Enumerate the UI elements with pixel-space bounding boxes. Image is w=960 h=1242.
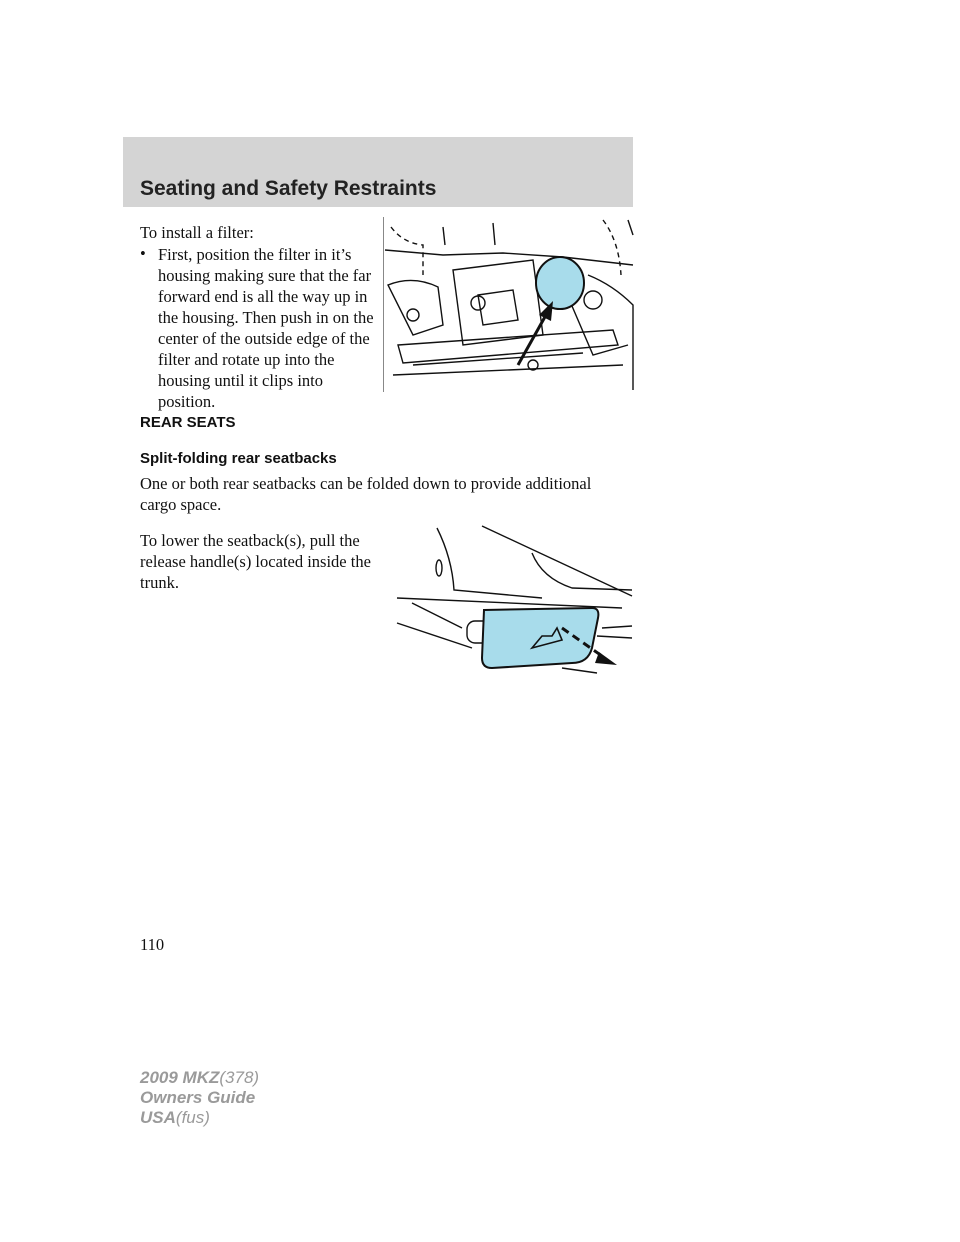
- footer-line-guide: Owners Guide: [140, 1088, 256, 1107]
- lower-seatback-instruction: To lower the seatback(s), pull the release handle(s) located inside the trunk.: [140, 531, 371, 592]
- filter-housing-illustration: [383, 215, 637, 392]
- footer-line-model: 2009 MKZ(378): [140, 1068, 260, 1087]
- rear-seats-heading: REAR SEATS: [140, 414, 236, 431]
- document-footer: [140, 1068, 259, 1128]
- release-handle-illustration: [392, 518, 637, 680]
- filter-intro: To install a filter:: [140, 223, 254, 242]
- rear-seats-paragraph: One or both rear seatbacks can be folded down to provide additional cargo space.: [140, 474, 592, 514]
- bullet-icon: •: [140, 244, 146, 263]
- page-number: 110: [140, 935, 165, 954]
- filter-instruction: First, position the filter in it’s housing making sure that the far forward end is all the way up in the housing. Then push in on the center of the outside edge of the filter and rotate up into the housing until it clips into position.: [158, 245, 374, 411]
- section-title: Seating and Safety Restraints: [140, 177, 437, 200]
- split-folding-subheading: Split-folding rear seatbacks: [140, 450, 337, 467]
- footer-line-market: USA(fus): [140, 1108, 210, 1127]
